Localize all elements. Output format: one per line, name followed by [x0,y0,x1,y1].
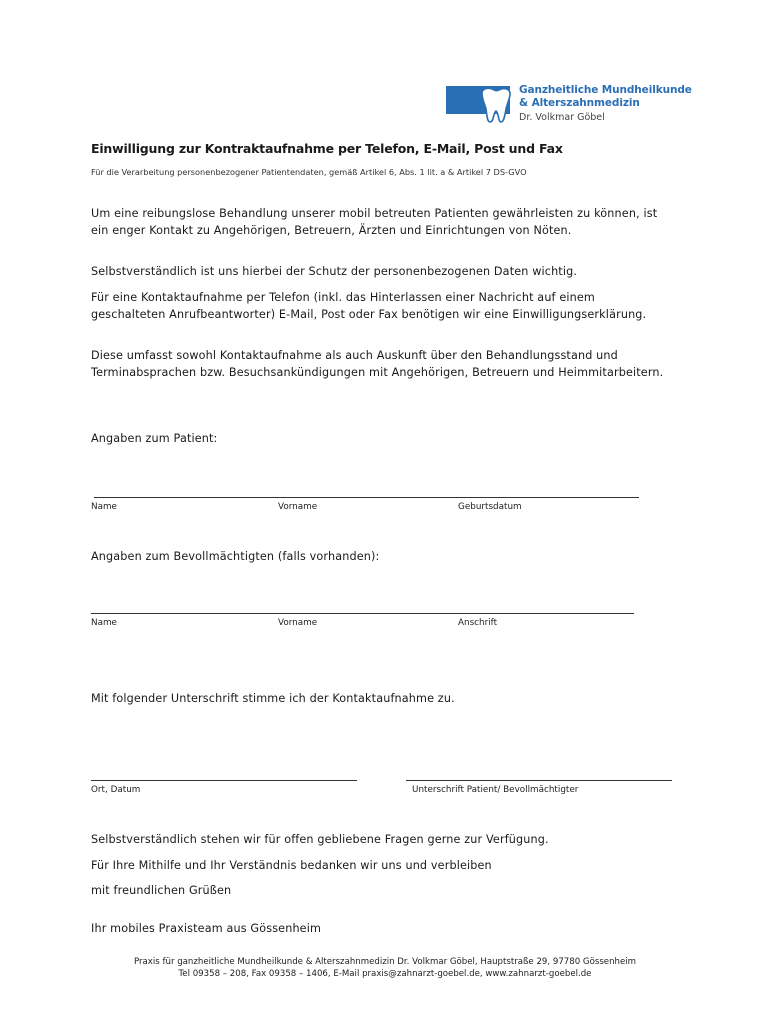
tooth-icon [476,87,516,125]
paragraph-intro: Um eine reibungslose Behandlung unserer mobil betreuten Patienten gewährleisten zu können, ist ein enger Kontakt zu Angehörigen, Betreuern, Ärzten und Einrichtungen von Nöten. [91,207,658,237]
closing-line-3: mit freundlichen Grüßen [91,884,232,897]
paragraph-scope: Diese umfasst sowohl Kontaktaufnahme als auch Auskunft über den Behandlungsstand und Terminabsprachen bzw. Besuchsankündigungen mit Angehörigen, Betreuern und Heimmitarbeitern. [91,349,664,379]
closing-line-1: Selbstverständlich stehen wir für offen gebliebene Fragen gerne zur Verfügung. [91,833,549,846]
patient-firstname-label: Vorname [278,502,318,512]
patient-section-heading: Angaben zum Patient: [91,432,218,445]
footer-contact: Tel 09358 – 208, Fax 09358 – 1406, E-Mail praxis@zahnarzt-goebel.de, www.zahnarzt-goebel.de [178,969,592,979]
proxy-name-label: Name [91,618,117,628]
proxy-firstname-label: Vorname [278,618,318,628]
document-subtitle: Für die Verarbeitung personenbezogener Patientendaten, gemäß Artikel 6, Abs. 1 lit. a & Artikel 7 DS-GVO [91,167,527,177]
signature-line[interactable] [406,780,672,781]
place-date-label: Ort, Datum [91,785,141,795]
patient-birthdate-label: Geburtsdatum [458,502,522,512]
patient-input-line[interactable] [94,497,639,498]
practice-logo [446,83,692,127]
patient-name-label: Name [91,502,117,512]
closing-signoff: Ihr mobiles Praxisteam aus Gössenheim [91,922,322,935]
logo-line-1: Ganzheitliche Mundheilkunde [519,84,692,96]
proxy-input-line[interactable] [91,613,634,614]
closing-line-2: Für Ihre Mithilfe und Ihr Verständnis bedanken wir uns und verbleiben [91,859,492,872]
consent-statement: Mit folgender Unterschrift stimme ich der Kontaktaufnahme zu. [91,692,455,705]
document-title: Einwilligung zur Kontraktaufnahme per Telefon, E-Mail, Post und Fax [91,141,563,156]
proxy-section-heading: Angaben zum Bevollmächtigten (falls vorhanden): [91,550,380,563]
logo-line-2: & Alterszahnmedizin [519,97,640,109]
place-date-line[interactable] [91,780,357,781]
paragraph-contact: Für eine Kontaktaufnahme per Telefon (inkl. das Hinterlassen einer Nachricht auf einem geschalteten Anrufbeantworter) E-Mail, Post oder Fax benötigen wir eine Einwilligungserklärung. [91,291,647,321]
paragraph-privacy: Selbstverständlich ist uns hierbei der Schutz der personenbezogenen Daten wichtig. [91,265,578,278]
proxy-address-label: Anschrift [458,618,498,628]
footer-address: Praxis für ganzheitliche Mundheilkunde & Alterszahnmedizin Dr. Volkmar Göbel, Hauptstraße 29, 97780 Gössenheim [133,957,637,967]
signature-label: Unterschrift Patient/ Bevollmächtigter [412,785,579,795]
logo-doctor-name: Dr. Volkmar Göbel [519,112,605,123]
